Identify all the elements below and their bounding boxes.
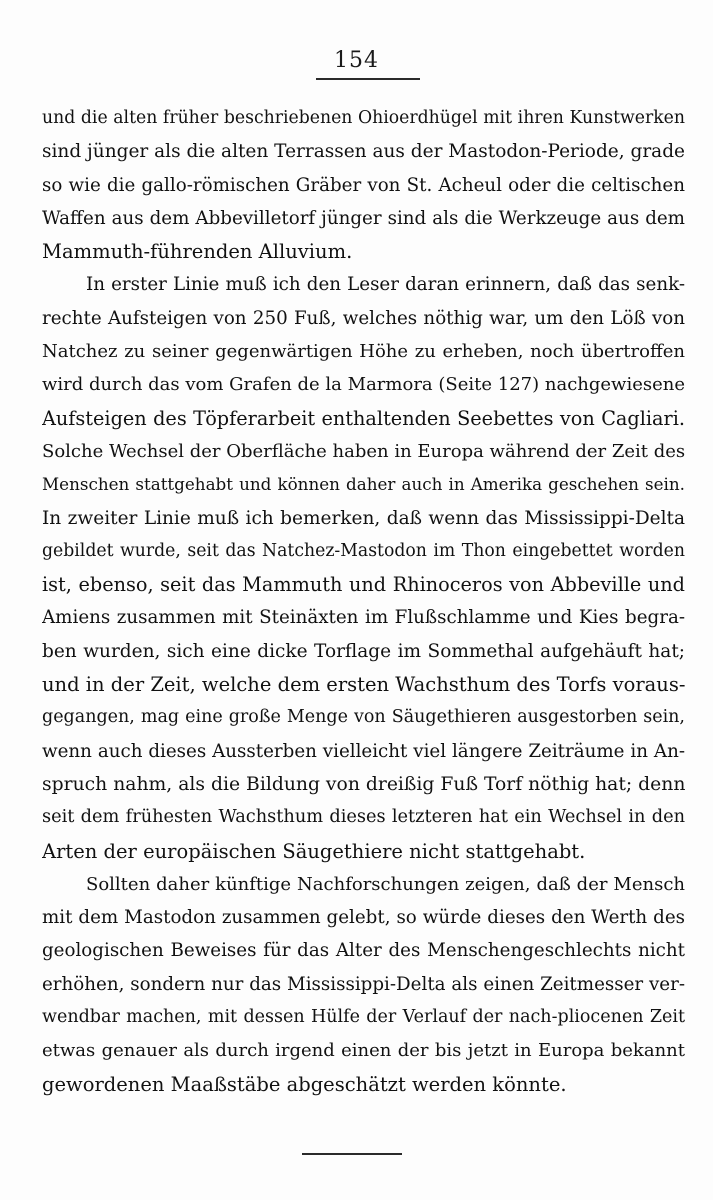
text-line: gegangen, mag eine große Menge von Säugethieren ausgestorben sein,: [42, 707, 685, 728]
text-line: Natchez zu seiner gegenwärtigen Höhe zu erheben, noch übertroffen: [42, 341, 685, 363]
text-line: erhöhen, sondern nur das Mississippi-Delta als einen Zeitmesser ver-: [42, 973, 685, 995]
text-line: seit dem frühesten Wachsthum dieses letzteren hat ein Wechsel in den: [42, 807, 685, 828]
text-line: sind jünger als die alten Terrassen aus der Mastodon-Periode, grade: [42, 141, 685, 163]
body-text: [42, 102, 685, 1101]
text-line: so wie die gallo-römischen Gräber von St. Acheul oder die celtischen: [42, 174, 685, 196]
paragraph-2: [42, 268, 685, 867]
text-line: und in der Zeit, welche dem ersten Wachsthum des Torfs voraus-: [42, 673, 685, 697]
text-line: Arten der europäischen Säugethiere nicht stattgehabt.: [42, 839, 586, 863]
text-line: Sollten daher künftige Nachforschungen zeigen, daß der Mensch: [86, 873, 685, 895]
text-line: und die alten früher beschriebenen Ohioerdhügel mit ihren Kunstwerken: [42, 108, 685, 128]
text-line: Amiens zusammen mit Steinäxten im Flußschlamme und Kies begra-: [42, 607, 685, 629]
paragraph-3: [42, 868, 685, 1101]
text-line: wendbar machen, mit dessen Hülfe der Verlauf der nach-pliocenen Zeit: [42, 1007, 685, 1028]
text-line: mit dem Mastodon zusammen gelebt, so würde dieses den Werth des: [42, 907, 685, 929]
text-line: spruch nahm, als die Bildung von dreißig Fuß Torf nöthig hat; denn: [42, 773, 685, 795]
text-line: rechte Aufsteigen von 250 Fuß, welches nöthig war, um den Löß von: [42, 307, 685, 329]
text-line: In zweiter Linie muß ich bemerken, daß wenn das Mississippi-Delta: [42, 507, 685, 529]
text-line: Waffen aus dem Abbevilletorf jünger sind als die Werkzeuge aus dem: [42, 207, 685, 229]
text-line: etwas genauer als durch irgend einen der bis jetzt in Europa bekannt: [42, 1040, 685, 1062]
text-line: In erster Linie muß ich den Leser daran erinnern, daß das senk-: [86, 274, 685, 296]
text-line: gewordenen Maaßstäbe abgeschätzt werden könnte.: [42, 1072, 567, 1096]
text-line: Menschen stattgehabt und können daher auch in Amerika geschehen sein.: [42, 474, 685, 495]
header-rule: [316, 78, 420, 80]
text-line: Mammuth-führenden Alluvium.: [42, 240, 353, 264]
footer-rule: [302, 1153, 402, 1155]
text-line: wird durch das vom Grafen de la Marmora (Seite 127) nachgewiesene: [42, 374, 685, 396]
text-line: ben wurden, sich eine dicke Torflage im Sommethal aufgehäuft hat;: [42, 640, 685, 662]
text-line: Solche Wechsel der Oberfläche haben in Europa während der Zeit des: [42, 440, 685, 462]
text-line: wenn auch dieses Aussterben vielleicht viel längere Zeiträume in An-: [42, 740, 685, 762]
page-number: 154: [334, 48, 379, 73]
text-line: gebildet wurde, seit das Natchez-Mastodon im Thon eingebettet worden: [42, 540, 685, 561]
text-line: Aufsteigen des Töpferarbeit enthaltenden Seebettes von Cagliari.: [42, 406, 685, 430]
paragraph-1: [42, 102, 685, 268]
text-line: ist, ebenso, seit das Mammuth und Rhinoceros von Abbeville und: [42, 573, 685, 597]
text-line: geologischen Beweises für das Alter des Menschengeschlechts nicht: [42, 940, 685, 962]
